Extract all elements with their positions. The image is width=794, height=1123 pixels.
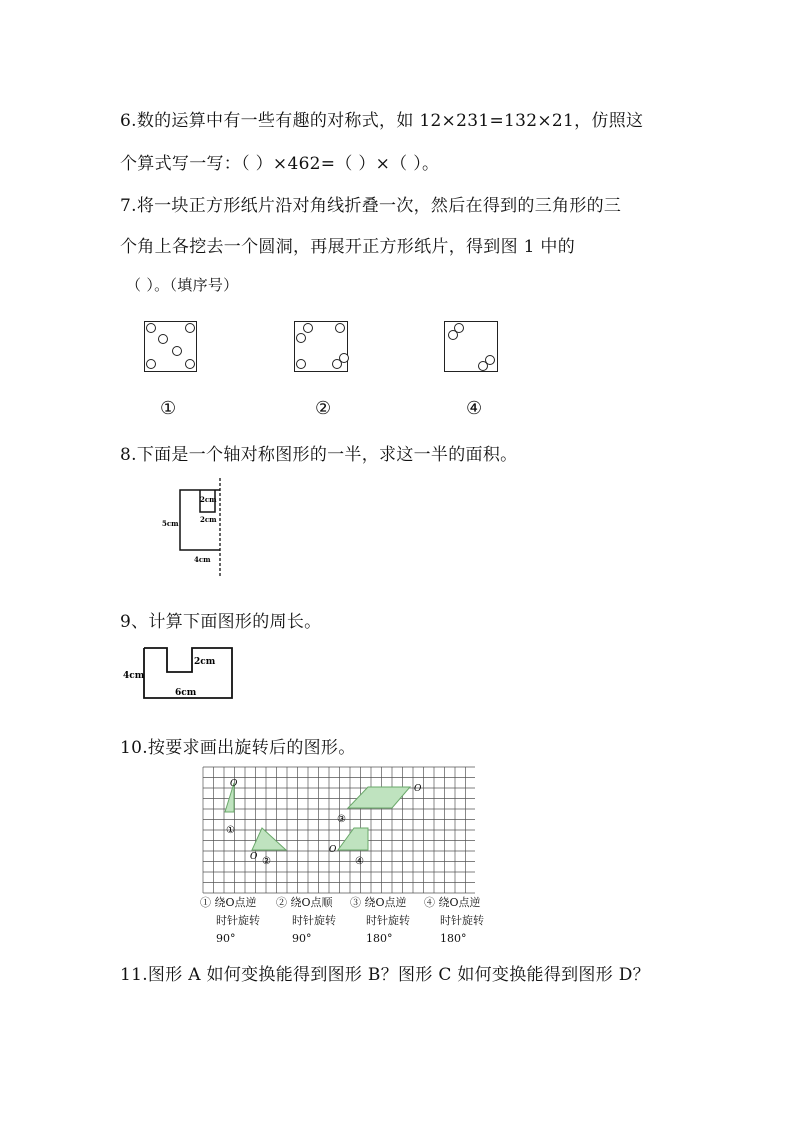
caption-4 bbox=[424, 894, 484, 948]
caption-1-num: ① bbox=[200, 896, 211, 909]
point-o-2: O bbox=[250, 852, 258, 862]
option-label-1: ① bbox=[160, 398, 177, 419]
caption-3-num: ③ bbox=[350, 896, 361, 909]
caption-4-line3: 180° bbox=[440, 932, 467, 945]
q6-line1: 6.数的运算中有一些有趣的对称式，如 12×231=132×21，仿照这 bbox=[120, 111, 644, 131]
q11-text: 11.图形 A 如何变换能得到图形 B？图形 C 如何变换能得到图形 D？ bbox=[120, 965, 650, 985]
caption-2 bbox=[276, 894, 336, 948]
q9-text: 9、计算下面图形的周长。 bbox=[120, 612, 322, 632]
q6-line2: 个算式写一写：（ ）×462=（ ）×（ ）。 bbox=[120, 154, 440, 174]
caption-1-line2: 时针旋转 bbox=[216, 914, 260, 927]
marker-3: ③ bbox=[337, 814, 346, 825]
caption-2-line2: 时针旋转 bbox=[292, 914, 336, 927]
shape-4 bbox=[338, 828, 368, 850]
q8-label-bottom: 4cm bbox=[194, 555, 211, 564]
caption-3 bbox=[350, 894, 410, 948]
shape-2 bbox=[252, 828, 286, 850]
caption-2-num: ② bbox=[276, 896, 287, 909]
option-label-4: ④ bbox=[466, 398, 483, 419]
caption-2-line3: 90° bbox=[292, 932, 312, 945]
q9-label-left: 4cm bbox=[123, 671, 145, 681]
option-label-2: ② bbox=[315, 398, 332, 419]
caption-4-line2: 时针旋转 bbox=[440, 914, 484, 927]
shape-3 bbox=[348, 787, 410, 808]
q8-label-inner-side: 2cm bbox=[200, 515, 217, 524]
caption-4-line1: 绕O点逆 bbox=[438, 896, 481, 909]
option1-square-figure bbox=[144, 321, 197, 372]
caption-1-line3: 90° bbox=[216, 932, 236, 945]
point-o-3: O bbox=[414, 784, 422, 794]
caption-2-line1: 绕O点顺 bbox=[290, 896, 333, 909]
caption-1 bbox=[200, 894, 260, 948]
caption-4-num: ④ bbox=[424, 896, 435, 909]
option2-square-figure bbox=[294, 321, 348, 372]
caption-3-line1: 绕O点逆 bbox=[364, 896, 407, 909]
q9-notch-shape bbox=[120, 642, 240, 704]
q7-line3: （ ）。（填序号） bbox=[126, 276, 239, 294]
marker-4: ④ bbox=[355, 856, 364, 867]
caption-1-line1: 绕O点逆 bbox=[214, 896, 257, 909]
q8-text: 8.下面是一个轴对称图形的一半，求这一半的面积。 bbox=[120, 445, 518, 465]
q7-line2: 个角上各挖去一个圆洞，再展开正方形纸片，得到图 1 中的 bbox=[120, 237, 576, 257]
point-o-1: O bbox=[230, 779, 238, 789]
q8-label-left: 5cm bbox=[162, 519, 179, 528]
point-o-4: O bbox=[329, 845, 337, 855]
caption-3-line3: 180° bbox=[366, 932, 393, 945]
q7-line1: 7.将一块正方形纸片沿对角线折叠一次，然后在得到的三角形的三 bbox=[120, 196, 622, 216]
caption-3-line2: 时针旋转 bbox=[366, 914, 410, 927]
q9-label-bottom: 6cm bbox=[175, 688, 197, 698]
option4-square-figure bbox=[444, 321, 498, 372]
marker-2: ② bbox=[262, 856, 271, 867]
q10-rotation-grid bbox=[200, 766, 475, 896]
q10-text: 10.按要求画出旋转后的图形。 bbox=[120, 738, 356, 758]
grid-lines bbox=[203, 767, 475, 893]
marker-1: ① bbox=[226, 825, 235, 836]
q8-half-shape bbox=[160, 478, 240, 580]
q8-label-top-inner: 2cm bbox=[200, 495, 217, 504]
q9-label-notch: 2cm bbox=[194, 657, 216, 667]
